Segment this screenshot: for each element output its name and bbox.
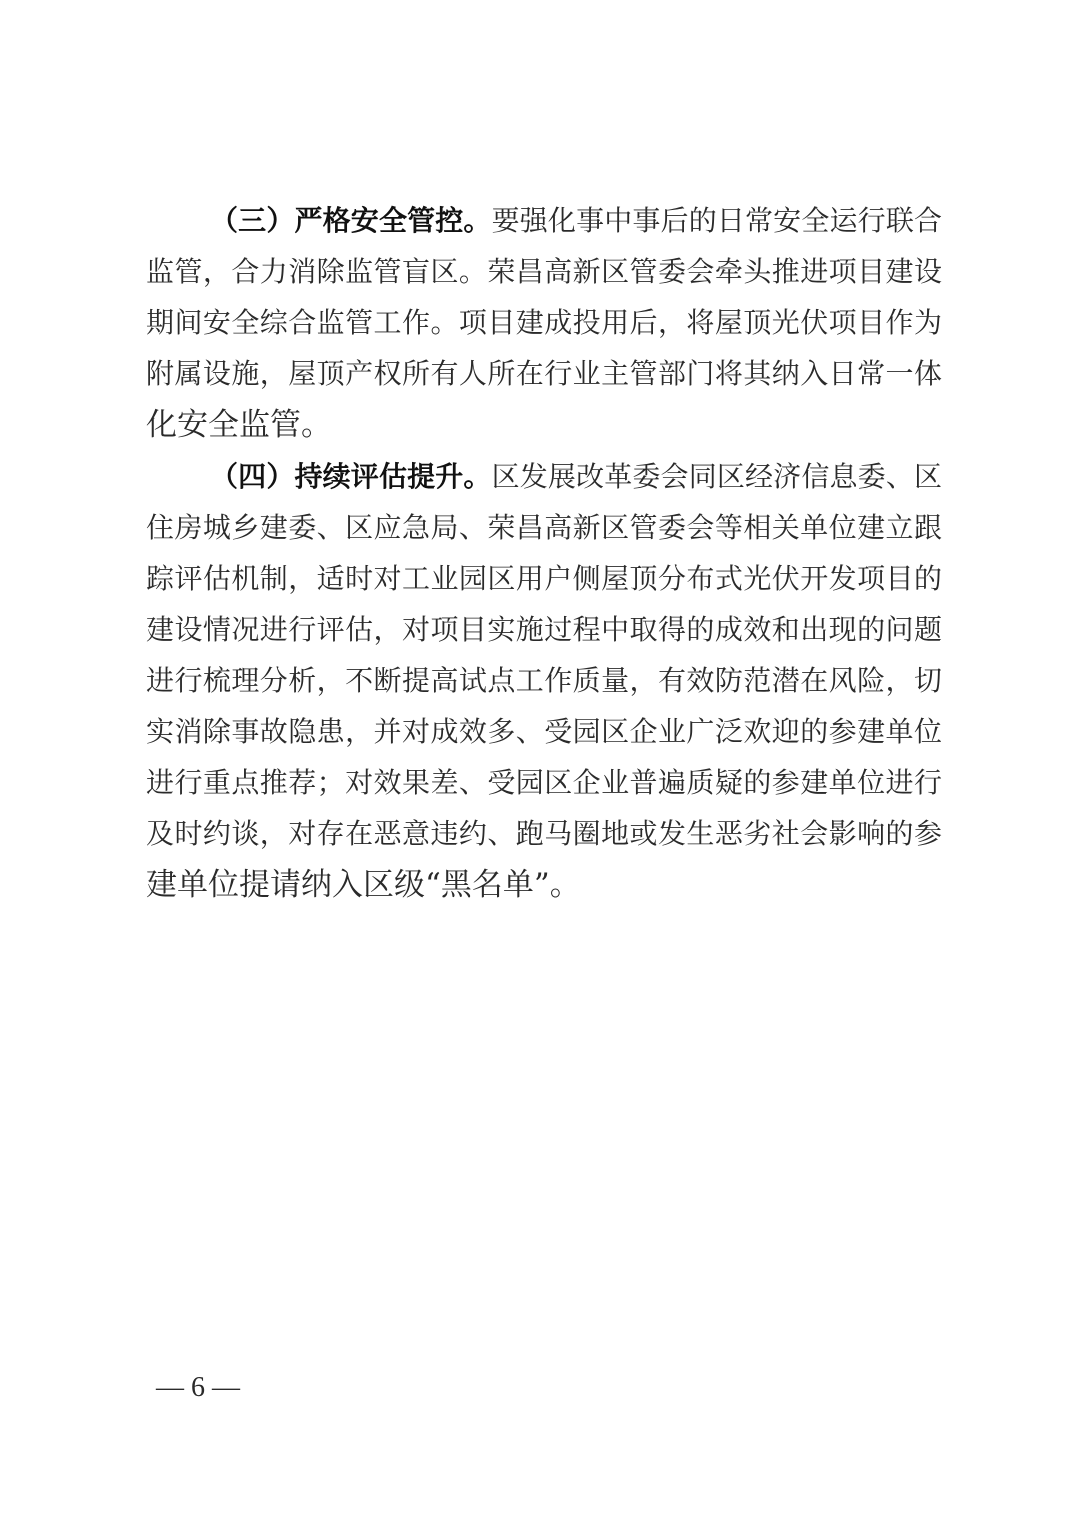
- paragraph-line: 进行梳理分析，不断提高试点工作质量，有效防范潜在风险，切: [146, 664, 942, 697]
- page-number: — 6 —: [156, 1372, 240, 1403]
- section-3-heading: （三）严格安全管控。: [210, 204, 492, 237]
- paragraph-line: 监管，合力消除监管盲区。荣昌高新区管委会牵头推进项目建设: [146, 255, 942, 288]
- paragraph-line: 期间安全综合监管工作。项目建成投用后，将屋顶光伏项目作为: [146, 306, 942, 339]
- paragraph-line: 住房城乡建委、区应急局、荣昌高新区管委会等相关单位建立跟: [146, 511, 942, 544]
- paragraph-line: 建设情况进行评估，对项目实施过程中取得的成效和出现的问题: [146, 613, 942, 646]
- paragraph-line: 附属设施，屋顶产权所有人所在行业主管部门将其纳入日常一体: [146, 357, 942, 390]
- paragraph-text: 区发展改革委会同区经济信息委、区: [491, 460, 942, 493]
- paragraph-line: 及时约谈，对存在恶意违约、跑马圈地或发生恶劣社会影响的参: [146, 817, 942, 850]
- paragraph-line: 建单位提请纳入区级“黑名单”。: [146, 867, 581, 903]
- section-4-heading: （四）持续评估提升。: [210, 460, 492, 493]
- paragraph-line: 踪评估机制，适时对工业园区用户侧屋顶分布式光伏开发项目的: [146, 562, 942, 595]
- paragraph-line: [210, 195, 942, 247]
- paragraph-line: 进行重点推荐；对效果差、受园区企业普遍质疑的参建单位进行: [146, 766, 942, 799]
- paragraph-text: 要强化事中事后的日常安全运行联合: [491, 204, 942, 237]
- paragraph-line: [210, 451, 942, 503]
- paragraph-line: 实消除事故隐患，并对成效多、受园区企业广泛欢迎的参建单位: [146, 715, 942, 748]
- paragraph-line: 化安全监管。: [146, 407, 332, 443]
